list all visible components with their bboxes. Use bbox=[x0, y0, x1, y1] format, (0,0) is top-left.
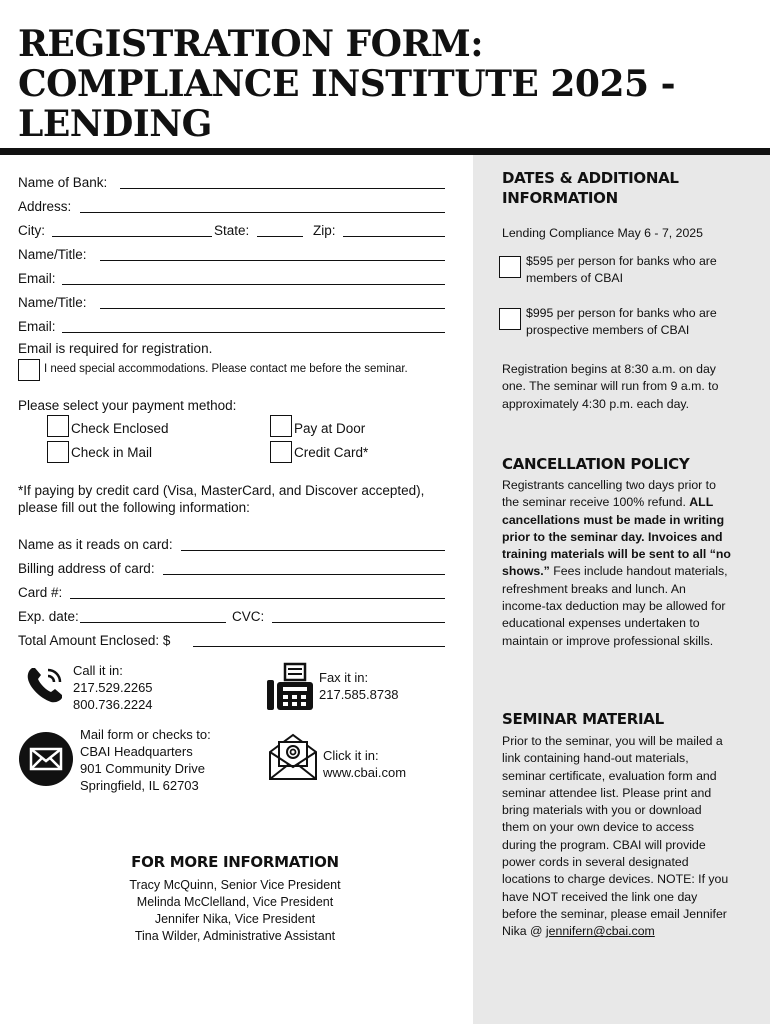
zip-field[interactable] bbox=[343, 236, 445, 237]
prospect-price-line-2: prospective members of CBAI bbox=[526, 323, 690, 338]
member-price-checkbox[interactable] bbox=[499, 256, 521, 278]
contact-person-4: Tina Wilder, Administrative Assistant bbox=[134, 929, 336, 943]
schedule-line: Registration begins at 8:30 a.m. on day bbox=[502, 362, 716, 376]
check-enclosed-label: Check Enclosed bbox=[71, 421, 169, 436]
prospect-price-checkbox[interactable] bbox=[499, 308, 521, 330]
exp-date-field[interactable] bbox=[80, 622, 226, 623]
address-field[interactable] bbox=[80, 212, 445, 213]
cancellation-text-span: Fees include handout materials, bbox=[549, 564, 728, 579]
dates-heading-line-1: DATES & ADDITIONAL bbox=[502, 169, 679, 187]
phone-icon bbox=[24, 664, 66, 706]
material-line: seminar attendee list. Please print and bbox=[502, 785, 712, 800]
credit-card-note-line-2: please fill out the following information: bbox=[18, 500, 250, 515]
dates-heading-line-2: INFORMATION bbox=[502, 189, 618, 207]
email-label-1: Email: bbox=[18, 271, 56, 286]
mail-address-line-3: Springfield, IL 62703 bbox=[80, 778, 199, 793]
address-label: Address: bbox=[18, 199, 72, 214]
call-it-in-label: Call it in: bbox=[73, 663, 123, 678]
cvc-field[interactable] bbox=[272, 622, 445, 623]
mail-address-line-2: 901 Community Drive bbox=[80, 761, 205, 776]
email-required-note: Email is required for registration. bbox=[18, 341, 213, 356]
special-accommodations-label: I need special accommodations. Please contact me before the seminar. bbox=[44, 363, 408, 375]
credit-card-note-line-1: *If paying by credit card (Visa, MasterCard, and Discover accepted), bbox=[18, 483, 425, 498]
header-divider bbox=[0, 148, 770, 155]
name-of-bank-field[interactable] bbox=[120, 188, 445, 189]
cancellation-line bbox=[502, 563, 750, 580]
seminar-material-heading: SEMINAR MATERIAL bbox=[502, 710, 664, 728]
name-title-label-2: Name/Title: bbox=[18, 295, 87, 310]
phone-number-1: 217.529.2265 bbox=[73, 680, 153, 695]
click-it-in-label: Click it in: bbox=[323, 748, 379, 763]
cancellation-bold-span: shows.” bbox=[502, 564, 550, 579]
name-on-card-field[interactable] bbox=[181, 550, 445, 551]
material-line: before the seminar, please email Jennifer bbox=[502, 906, 727, 921]
special-accommodations-checkbox[interactable] bbox=[18, 359, 40, 381]
mail-to-label: Mail form or checks to: bbox=[80, 727, 211, 742]
prospect-price-line-1: $995 per person for banks who are bbox=[526, 306, 717, 320]
material-line: power cords in several designated bbox=[502, 855, 689, 870]
city-field[interactable] bbox=[52, 236, 212, 237]
cancellation-bold-span: ALL bbox=[689, 495, 714, 510]
billing-address-field[interactable] bbox=[163, 574, 445, 575]
name-title-field-1[interactable] bbox=[100, 260, 445, 261]
payment-method-prompt: Please select your payment method: bbox=[18, 398, 237, 413]
exp-date-label: Exp. date: bbox=[18, 609, 79, 624]
material-line: have NOT received the link one day bbox=[502, 889, 698, 904]
credit-card-label: Credit Card* bbox=[294, 445, 369, 460]
cancellation-bold-span: training materials will be sent to all “no bbox=[502, 547, 731, 562]
card-number-label: Card #: bbox=[18, 585, 63, 600]
prospect-price-label bbox=[526, 305, 756, 340]
email-field-2[interactable] bbox=[62, 332, 445, 333]
cancellation-line bbox=[502, 512, 750, 529]
cvc-label: CVC: bbox=[232, 609, 265, 624]
total-amount-field[interactable] bbox=[193, 646, 445, 647]
cancellation-heading: CANCELLATION POLICY bbox=[502, 455, 690, 473]
fax-number: 217.585.8738 bbox=[319, 687, 399, 702]
pay-at-door-checkbox[interactable] bbox=[270, 415, 292, 437]
member-price-label bbox=[526, 253, 756, 288]
schedule-text bbox=[502, 361, 750, 413]
schedule-line: one. The seminar will run from 9 a.m. to bbox=[502, 379, 719, 394]
cancellation-bold-span: prior to the seminar day. Invoices and bbox=[502, 529, 723, 544]
email-label-2: Email: bbox=[18, 319, 56, 334]
page-title bbox=[18, 24, 758, 144]
check-enclosed-checkbox[interactable] bbox=[47, 415, 69, 437]
website-link[interactable]: www.cbai.com bbox=[323, 765, 407, 780]
cancellation-line bbox=[502, 529, 750, 546]
city-label: City: bbox=[18, 223, 45, 238]
cancellation-bold-span: cancellations must be made in writing bbox=[502, 512, 725, 527]
schedule-line: approximately 4:30 p.m. each day. bbox=[502, 396, 690, 411]
credit-card-checkbox[interactable] bbox=[270, 441, 292, 463]
fax-icon bbox=[265, 662, 315, 712]
title-line-2: COMPLIANCE INSTITUTE 2025 - bbox=[18, 63, 676, 105]
zip-label: Zip: bbox=[313, 223, 336, 238]
cancellation-line: educational expenses undertaken to bbox=[502, 616, 700, 631]
mail-icon bbox=[18, 731, 74, 787]
email-envelope-icon bbox=[267, 732, 319, 782]
phone-number-2: 800.736.2224 bbox=[73, 697, 153, 712]
name-title-field-2[interactable] bbox=[100, 308, 445, 309]
material-line: Prior to the seminar, you will be mailed a bbox=[502, 734, 723, 748]
material-line bbox=[502, 923, 750, 940]
dates-heading bbox=[502, 168, 762, 208]
cancellation-line: refreshment breaks and lunch. An bbox=[502, 581, 686, 596]
contact-person-1: Tracy McQuinn, Senior Vice President bbox=[129, 878, 341, 892]
cancellation-text-span: the seminar receive 100% refund. bbox=[502, 495, 686, 510]
email-field-1[interactable] bbox=[62, 284, 445, 285]
name-title-label-1: Name/Title: bbox=[18, 247, 87, 262]
material-text-span: Nika @ bbox=[502, 924, 546, 939]
event-date: Lending Compliance May 6 - 7, 2025 bbox=[502, 226, 703, 240]
billing-address-label: Billing address of card: bbox=[18, 561, 155, 576]
material-line: seminar certificate, evaluation form and bbox=[502, 768, 717, 783]
mail-address-line-1: CBAI Headquarters bbox=[80, 744, 193, 759]
card-number-field[interactable] bbox=[70, 598, 445, 599]
member-price-line-2: members of CBAI bbox=[526, 271, 624, 286]
material-line: during the program. CBAI will provide bbox=[502, 837, 706, 852]
cancellation-line: maintain or improve professional skills. bbox=[502, 633, 714, 648]
title-line-1: REGISTRATION FORM: bbox=[18, 23, 484, 65]
contact-person-3: Jennifer Nika, Vice President bbox=[154, 912, 316, 926]
title-line-3: LENDING bbox=[18, 103, 212, 145]
material-line: bring materials with you or download bbox=[502, 803, 702, 818]
material-line: link containing hand-out materials, bbox=[502, 751, 689, 766]
state-label: State: bbox=[214, 223, 250, 238]
cancellation-line bbox=[502, 494, 750, 511]
cancellation-line bbox=[502, 546, 750, 563]
more-info-heading: FOR MORE INFORMATION bbox=[131, 853, 339, 871]
pay-at-door-label: Pay at Door bbox=[294, 421, 366, 436]
cancellation-text bbox=[502, 477, 750, 650]
material-line: locations to charge devices. NOTE: If you bbox=[502, 872, 729, 887]
name-on-card-label: Name as it reads on card: bbox=[18, 537, 173, 552]
cancellation-line: Registrants cancelling two days prior to bbox=[502, 478, 716, 492]
fax-it-in-label: Fax it in: bbox=[319, 670, 369, 685]
total-amount-label: Total Amount Enclosed: $ bbox=[18, 633, 171, 648]
check-in-mail-checkbox[interactable] bbox=[47, 441, 69, 463]
check-in-mail-label: Check in Mail bbox=[71, 445, 153, 460]
material-line: them on your own device to access bbox=[502, 820, 695, 835]
contact-person-2: Melinda McClelland, Vice President bbox=[136, 895, 334, 909]
cancellation-line: income-tax deduction may be allowed for bbox=[502, 599, 726, 614]
contact-email-link[interactable]: jennifern@cbai.com bbox=[545, 924, 655, 939]
name-of-bank-label: Name of Bank: bbox=[18, 175, 108, 190]
seminar-material-text bbox=[502, 733, 750, 941]
state-field[interactable] bbox=[257, 236, 303, 237]
member-price-line-1: $595 per person for banks who are bbox=[526, 254, 717, 268]
